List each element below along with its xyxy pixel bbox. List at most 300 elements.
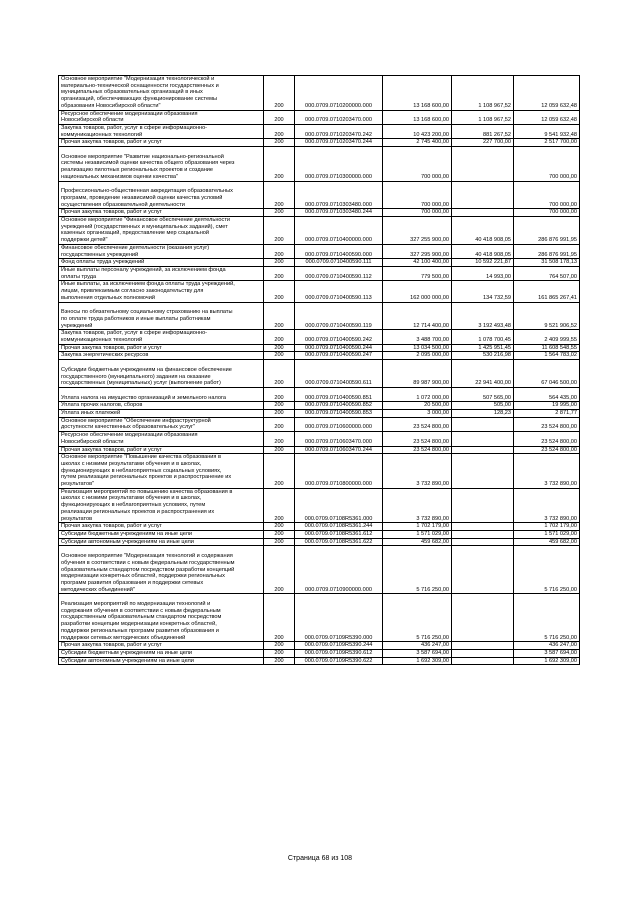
row-description — [59, 523, 264, 531]
row-description — [59, 209, 264, 217]
description-line: Основное мероприятие "Обеспечение инфраструктурной — [61, 417, 211, 424]
row-budget-code: 000.0709.0710203470.244 — [295, 139, 383, 147]
table-row — [59, 302, 580, 330]
table-row — [59, 344, 580, 352]
description-line: Новосибирской области — [61, 438, 124, 445]
row-executed-amount — [452, 147, 514, 182]
description-line: Уплата иных платежей — [61, 410, 121, 417]
row-approved-amount: 3 732 890,00 — [383, 454, 452, 489]
description-line: поддержки детей" — [61, 237, 108, 244]
description-line: школах с низкими результатами обучения и в школах, — [61, 495, 202, 502]
row-description — [59, 259, 264, 267]
description-line: разработки концепции модернизации конкретных областей, — [61, 621, 217, 628]
row-approved-amount: 5 716 250,00 — [383, 546, 452, 594]
description-line: Субсидии бюджетным учреждениям на иные цели — [61, 649, 193, 656]
table-row — [59, 523, 580, 531]
description-line: Реализация мероприятий по модернизации технологий и — [61, 601, 211, 608]
table-row — [59, 488, 580, 523]
row-executed-amount: 881 267,52 — [452, 124, 514, 138]
table-row — [59, 387, 580, 401]
row-description — [59, 410, 264, 418]
row-unexecuted-amount: 19 995,00 — [514, 402, 580, 410]
description-line: Субсидии автономным учреждениям на иные цели — [61, 657, 194, 664]
row-description — [59, 446, 264, 454]
row-executed-amount — [452, 209, 514, 217]
row-approved-amount: 436 247,00 — [383, 642, 452, 650]
description-line: Финансовое обеспечение деятельности (оказания услуг) — [61, 244, 210, 251]
table-row — [59, 649, 580, 657]
row-approved-amount: 3 732 890,00 — [383, 488, 452, 523]
description-line: Новосибирской области — [61, 117, 124, 124]
table-row — [59, 417, 580, 431]
row-executed-amount: 40 418 908,05 — [452, 244, 514, 258]
description-line: Профессионально-общественная аккредитация образовательных — [61, 188, 233, 195]
description-line: государственного (муниципального) задания на оказание — [61, 373, 211, 380]
row-description — [59, 302, 264, 330]
row-unexecuted-amount: 5 716 250,00 — [514, 546, 580, 594]
description-line: реализации региональных проектов и распространения их — [61, 508, 215, 515]
row-executed-amount — [452, 523, 514, 531]
description-line: коммуникационных технологий — [61, 131, 143, 138]
description-line: коммуникационных технологий — [61, 337, 143, 344]
row-description — [59, 546, 264, 594]
row-description — [59, 217, 264, 245]
row-code: 200 — [264, 594, 295, 642]
table-row — [59, 360, 580, 388]
row-code: 200 — [264, 642, 295, 650]
table-row — [59, 538, 580, 546]
description-line: Ресурсное обеспечение модернизации образования — [61, 432, 198, 439]
row-description — [59, 417, 264, 431]
row-budget-code: 000.0709.0710900000.000 — [295, 546, 383, 594]
row-description — [59, 454, 264, 489]
row-unexecuted-amount: 11 608 548,55 — [514, 344, 580, 352]
table-row — [59, 402, 580, 410]
row-executed-amount: 1 425 951,45 — [452, 344, 514, 352]
row-executed-amount — [452, 488, 514, 523]
row-description — [59, 344, 264, 352]
row-approved-amount: 13 168 600,00 — [383, 110, 452, 124]
description-line: методических объединений" — [61, 586, 135, 593]
budget-table-body — [59, 76, 580, 665]
row-approved-amount: 779 500,00 — [383, 266, 452, 280]
table-row — [59, 110, 580, 124]
row-executed-amount: 507 565,00 — [452, 387, 514, 401]
row-code: 200 — [264, 110, 295, 124]
row-executed-amount: 1 078 700,45 — [452, 330, 514, 344]
description-line: национальных механизмов оценки качества" — [61, 173, 178, 180]
row-budget-code: 000.0709.07109R5390.612 — [295, 649, 383, 657]
description-line: функционирующих в неблагоприятных условиях, путем — [61, 502, 206, 509]
description-line: Закупка товаров, работ, услуг в сфере информационно- — [61, 124, 208, 131]
row-executed-amount — [452, 538, 514, 546]
row-description — [59, 147, 264, 182]
row-unexecuted-amount: 1 702 179,00 — [514, 523, 580, 531]
row-approved-amount: 23 524 800,00 — [383, 446, 452, 454]
row-executed-amount: 505,00 — [452, 402, 514, 410]
description-line: казенных организаций, предоставление мер социальной — [61, 230, 210, 237]
row-unexecuted-amount: 2 409 999,55 — [514, 330, 580, 344]
description-line: Основное мероприятие "Модернизация технологий и содержания — [61, 553, 233, 560]
row-unexecuted-amount: 12 059 632,48 — [514, 76, 580, 111]
description-line: Субсидии бюджетным учреждениям на иные цели — [61, 531, 193, 537]
row-budget-code: 000.0709.07108R5361.612 — [295, 531, 383, 539]
table-row — [59, 546, 580, 594]
description-line: лицам, привлекаемым согласно законодательству для — [61, 288, 204, 295]
description-line: учреждений (государственных и муниципальных заданий), смет — [61, 223, 228, 230]
table-row — [59, 244, 580, 258]
row-code: 200 — [264, 281, 295, 302]
description-line: Субсидии бюджетным учреждениям на финансовое обеспечение — [61, 366, 232, 373]
row-unexecuted-amount: 12 059 632,48 — [514, 110, 580, 124]
row-code: 200 — [264, 330, 295, 344]
description-line: результатов — [61, 515, 93, 522]
row-executed-amount — [452, 594, 514, 642]
table-row — [59, 181, 580, 209]
row-approved-amount: 3 000,00 — [383, 410, 452, 418]
row-approved-amount: 3 587 694,00 — [383, 649, 452, 657]
row-code: 200 — [264, 410, 295, 418]
row-unexecuted-amount: 286 876 991,95 — [514, 217, 580, 245]
row-approved-amount: 42 100 400,00 — [383, 259, 452, 267]
row-unexecuted-amount: 67 046 500,00 — [514, 360, 580, 388]
row-unexecuted-amount: 459 682,00 — [514, 538, 580, 546]
row-description — [59, 649, 264, 657]
row-executed-amount — [452, 181, 514, 209]
row-unexecuted-amount: 2 517 700,00 — [514, 139, 580, 147]
row-description — [59, 110, 264, 124]
row-description — [59, 360, 264, 388]
description-line: Прочая закупка товаров, работ и услуг — [61, 344, 162, 351]
row-budget-code: 000.0709.0710300000.000 — [295, 147, 383, 182]
description-line: Основное мероприятие "Финансовое обеспечение деятельности — [61, 217, 231, 224]
description-line: Уплата налога на имущество организаций и земельного налога — [61, 394, 226, 401]
description-line: муниципальных образовательных организаций в иных — [61, 89, 203, 96]
row-description — [59, 488, 264, 523]
row-description — [59, 124, 264, 138]
row-budget-code: 000.0709.0710400590.242 — [295, 330, 383, 344]
table-row — [59, 432, 580, 446]
row-code: 200 — [264, 209, 295, 217]
description-line: школах с низкими результатами обучения и в школах, — [61, 460, 202, 467]
description-line: Основное мероприятие "Развитие национально-региональной — [61, 153, 224, 160]
row-unexecuted-amount: 286 876 991,95 — [514, 244, 580, 258]
description-line: по оплате труда работников и иные выплаты работникам — [61, 315, 211, 322]
row-unexecuted-amount: 161 865 267,41 — [514, 281, 580, 302]
row-budget-code: 000.0709.07108R5361.244 — [295, 523, 383, 531]
row-unexecuted-amount: 5 716 250,00 — [514, 594, 580, 642]
row-approved-amount: 13 034 500,00 — [383, 344, 452, 352]
row-budget-code: 000.0709.07109R5390.244 — [295, 642, 383, 650]
table-row — [59, 259, 580, 267]
description-line: образовательным стандартом посредством разработки концепций — [61, 566, 235, 573]
description-line: обучения в соответствии с новым федеральным государственным — [61, 559, 235, 566]
table-row — [59, 124, 580, 138]
description-line: программ, проведение независимой оценки качества условий — [61, 194, 223, 201]
row-unexecuted-amount: 2 871,77 — [514, 410, 580, 418]
row-unexecuted-amount: 700 000,00 — [514, 181, 580, 209]
row-executed-amount: 1 108 967,52 — [452, 110, 514, 124]
description-line: системы независимой оценки качества общего образования через — [61, 160, 235, 167]
description-line: выполнения отдельных полномочий — [61, 294, 155, 301]
row-code: 200 — [264, 352, 295, 360]
row-approved-amount: 3 488 700,00 — [383, 330, 452, 344]
row-approved-amount: 1 692 309,00 — [383, 657, 452, 665]
row-unexecuted-amount: 1 564 783,02 — [514, 352, 580, 360]
row-approved-amount: 700 000,00 — [383, 147, 452, 182]
description-line: результатов" — [61, 481, 95, 488]
row-executed-amount — [452, 531, 514, 539]
row-approved-amount: 162 000 000,00 — [383, 281, 452, 302]
table-row — [59, 266, 580, 280]
row-description — [59, 76, 264, 111]
description-line: Закупка товаров, работ, услуг в сфере информационно- — [61, 330, 208, 337]
row-budget-code: 000.0709.0710400590.853 — [295, 410, 383, 418]
description-line: Прочая закупка товаров, работ и услуг — [61, 209, 162, 216]
description-line: Иные выплаты персоналу учреждений, за исключением фонда — [61, 266, 226, 273]
row-budget-code: 000.0709.07108R5361.622 — [295, 538, 383, 546]
row-executed-amount — [452, 546, 514, 594]
row-unexecuted-amount: 700 000,00 — [514, 147, 580, 182]
description-line: путем реализации региональных проектов и распространение их — [61, 474, 232, 481]
row-budget-code: 000.0709.0710200000.000 — [295, 76, 383, 111]
row-code: 200 — [264, 417, 295, 431]
table-row — [59, 330, 580, 344]
row-approved-amount: 2 745 400,00 — [383, 139, 452, 147]
table-row — [59, 209, 580, 217]
row-approved-amount: 1 702 179,00 — [383, 523, 452, 531]
row-description — [59, 352, 264, 360]
description-line: поддержки региональных программ развития образования и — [61, 627, 219, 634]
row-code: 200 — [264, 488, 295, 523]
table-row — [59, 454, 580, 489]
row-unexecuted-amount: 700 000,00 — [514, 209, 580, 217]
row-budget-code: 000.0709.07109R5390.622 — [295, 657, 383, 665]
description-line: Уплата прочих налогов, сборов — [61, 402, 143, 409]
row-unexecuted-amount: 3 732 890,00 — [514, 488, 580, 523]
description-line: Закупка энергетических ресурсов — [61, 352, 149, 359]
row-executed-amount: 1 108 967,52 — [452, 76, 514, 111]
row-description — [59, 330, 264, 344]
row-budget-code: 000.0709.0710800000.000 — [295, 454, 383, 489]
row-approved-amount: 1 072 000,00 — [383, 387, 452, 401]
description-line: оплаты труда — [61, 273, 97, 280]
row-executed-amount: 134 732,59 — [452, 281, 514, 302]
row-executed-amount — [452, 432, 514, 446]
row-code: 200 — [264, 139, 295, 147]
row-approved-amount: 327 255 900,00 — [383, 217, 452, 245]
row-code: 200 — [264, 657, 295, 665]
description-line: функционирующих в неблагоприятных социальных условиях, — [61, 467, 222, 474]
description-line: программ развития образования и поддержки сетевых — [61, 579, 204, 586]
row-approved-amount: 327 295 900,00 — [383, 244, 452, 258]
row-approved-amount: 20 500,00 — [383, 402, 452, 410]
row-unexecuted-amount: 9 541 932,48 — [514, 124, 580, 138]
row-budget-code: 000.0709.0710400590.851 — [295, 387, 383, 401]
row-executed-amount: 10 592 221,87 — [452, 259, 514, 267]
description-line: образования Новосибирской области" — [61, 102, 161, 109]
row-budget-code: 000.0709.07109R5390.000 — [295, 594, 383, 642]
row-approved-amount: 10 423 200,00 — [383, 124, 452, 138]
row-budget-code: 000.0709.0710603470.000 — [295, 432, 383, 446]
row-unexecuted-amount: 3 732 890,00 — [514, 454, 580, 489]
row-executed-amount — [452, 446, 514, 454]
description-line: государственным образовательным стандартом посредством — [61, 614, 222, 621]
description-line: Ресурсное обеспечение модернизации образования — [61, 110, 198, 117]
row-description — [59, 657, 264, 665]
row-approved-amount: 459 682,00 — [383, 538, 452, 546]
row-budget-code: 000.0709.0710303480.000 — [295, 181, 383, 209]
description-line: содержания обучения в соответствии с новым федеральным — [61, 607, 221, 614]
row-executed-amount: 3 192 493,48 — [452, 302, 514, 330]
row-budget-code: 000.0709.0710400590.113 — [295, 281, 383, 302]
row-budget-code: 000.0709.0710400590.119 — [295, 302, 383, 330]
row-code: 200 — [264, 546, 295, 594]
description-line: Прочая закупка товаров, работ и услуг — [61, 642, 162, 649]
table-row — [59, 657, 580, 665]
row-budget-code: 000.0709.0710303480.244 — [295, 209, 383, 217]
table-row — [59, 446, 580, 454]
budget-table — [58, 75, 580, 665]
row-code: 200 — [264, 454, 295, 489]
description-line: государственных учреждений — [61, 251, 139, 258]
row-executed-amount — [452, 417, 514, 431]
description-line: Субсидии автономным учреждениям на иные цели — [61, 538, 194, 545]
page-footer: Страница 68 из 108 — [287, 855, 353, 862]
row-unexecuted-amount: 1 692 309,00 — [514, 657, 580, 665]
row-unexecuted-amount: 23 524 800,00 — [514, 432, 580, 446]
row-code: 200 — [264, 147, 295, 182]
row-budget-code: 000.0709.07108R5361.000 — [295, 488, 383, 523]
row-code: 200 — [264, 531, 295, 539]
row-code: 200 — [264, 344, 295, 352]
row-description — [59, 594, 264, 642]
row-code: 200 — [264, 538, 295, 546]
row-budget-code: 000.0709.0710400000.000 — [295, 217, 383, 245]
row-unexecuted-amount: 564 435,00 — [514, 387, 580, 401]
description-line: учреждений — [61, 322, 93, 329]
row-unexecuted-amount: 764 507,00 — [514, 266, 580, 280]
description-line: доступности качественных образовательных услуг" — [61, 424, 196, 431]
row-unexecuted-amount: 1 571 029,00 — [514, 531, 580, 539]
row-budget-code: 000.0709.0710400590.247 — [295, 352, 383, 360]
row-code: 200 — [264, 360, 295, 388]
row-executed-amount — [452, 454, 514, 489]
table-row — [59, 217, 580, 245]
row-budget-code: 000.0709.0710400590.852 — [295, 402, 383, 410]
row-approved-amount: 23 524 800,00 — [383, 432, 452, 446]
row-budget-code: 000.0709.0710203470.242 — [295, 124, 383, 138]
row-budget-code: 000.0709.0710600000.000 — [295, 417, 383, 431]
row-executed-amount — [452, 642, 514, 650]
description-line: организаций, обеспечивающих функционирование системы — [61, 96, 217, 103]
row-description — [59, 432, 264, 446]
row-code: 200 — [264, 244, 295, 258]
row-code: 200 — [264, 259, 295, 267]
description-line: поддержки сетевых методических объединений — [61, 634, 186, 641]
row-code: 200 — [264, 387, 295, 401]
description-line: государственных (муниципальных) услуг (выполнение работ) — [61, 380, 221, 387]
row-executed-amount: 14 993,00 — [452, 266, 514, 280]
table-row — [59, 531, 580, 539]
table-row — [59, 642, 580, 650]
row-budget-code: 000.0709.0710400590.611 — [295, 360, 383, 388]
row-code: 200 — [264, 649, 295, 657]
row-executed-amount: 530 216,98 — [452, 352, 514, 360]
row-budget-code: 000.0709.0710203470.000 — [295, 110, 383, 124]
table-row — [59, 281, 580, 302]
description-line: Прочая закупка товаров, работ и услуг — [61, 523, 162, 530]
row-approved-amount: 89 987 900,00 — [383, 360, 452, 388]
row-executed-amount — [452, 657, 514, 665]
row-executed-amount: 227 700,00 — [452, 139, 514, 147]
row-code: 200 — [264, 402, 295, 410]
description-line: Взносы по обязательному социальному страхованию на выплаты — [61, 309, 233, 316]
row-executed-amount: 128,23 — [452, 410, 514, 418]
row-description — [59, 538, 264, 546]
row-code: 200 — [264, 432, 295, 446]
description-line: Фонд оплаты труда учреждений — [61, 259, 145, 266]
row-unexecuted-amount: 23 524 800,00 — [514, 417, 580, 431]
table-row — [59, 147, 580, 182]
row-approved-amount: 2 095 000,00 — [383, 352, 452, 360]
row-budget-code: 000.0709.0710400590.000 — [295, 244, 383, 258]
row-code: 200 — [264, 76, 295, 111]
row-code: 200 — [264, 217, 295, 245]
description-line: реализацию пилотных региональных проектов и создание — [61, 167, 214, 174]
row-code: 200 — [264, 523, 295, 531]
row-description — [59, 281, 264, 302]
row-budget-code: 000.0709.0710603470.244 — [295, 446, 383, 454]
row-approved-amount: 23 524 800,00 — [383, 417, 452, 431]
description-line: Прочая закупка товаров, работ и услуг — [61, 139, 162, 146]
description-line: Прочая закупка товаров, работ и услуг — [61, 446, 162, 453]
description-line: Реализация мероприятий по повышению качества образования в — [61, 488, 233, 495]
description-line: Основное мероприятие "Модернизация технологической и — [61, 76, 215, 82]
row-executed-amount: 40 418 908,05 — [452, 217, 514, 245]
description-line: Основное мероприятие "Повышение качества образования в — [61, 454, 221, 461]
row-description — [59, 244, 264, 258]
row-code: 200 — [264, 181, 295, 209]
table-row — [59, 76, 580, 111]
description-line: модернизации конкретных областей, поддержки региональных — [61, 573, 225, 580]
row-description — [59, 531, 264, 539]
description-line: Иные выплаты, за исключением фонда оплаты труда учреждений, — [61, 281, 235, 288]
row-description — [59, 642, 264, 650]
row-code: 200 — [264, 124, 295, 138]
row-approved-amount: 700 000,00 — [383, 181, 452, 209]
row-description — [59, 402, 264, 410]
row-executed-amount: 22 941 400,00 — [452, 360, 514, 388]
description-line: осуществления образовательной деятельности — [61, 201, 185, 208]
row-unexecuted-amount: 23 524 800,00 — [514, 446, 580, 454]
table-row — [59, 594, 580, 642]
row-budget-code: 000.0709.0710400590.111 — [295, 259, 383, 267]
row-code: 200 — [264, 446, 295, 454]
table-row — [59, 352, 580, 360]
row-budget-code: 000.0709.0710400590.112 — [295, 266, 383, 280]
table-row — [59, 139, 580, 147]
row-approved-amount: 1 571 029,00 — [383, 531, 452, 539]
row-code: 200 — [264, 302, 295, 330]
row-approved-amount: 12 714 400,00 — [383, 302, 452, 330]
row-description — [59, 387, 264, 401]
row-approved-amount: 700 000,00 — [383, 209, 452, 217]
row-description — [59, 266, 264, 280]
row-code: 200 — [264, 266, 295, 280]
table-row — [59, 410, 580, 418]
row-unexecuted-amount: 436 247,00 — [514, 642, 580, 650]
